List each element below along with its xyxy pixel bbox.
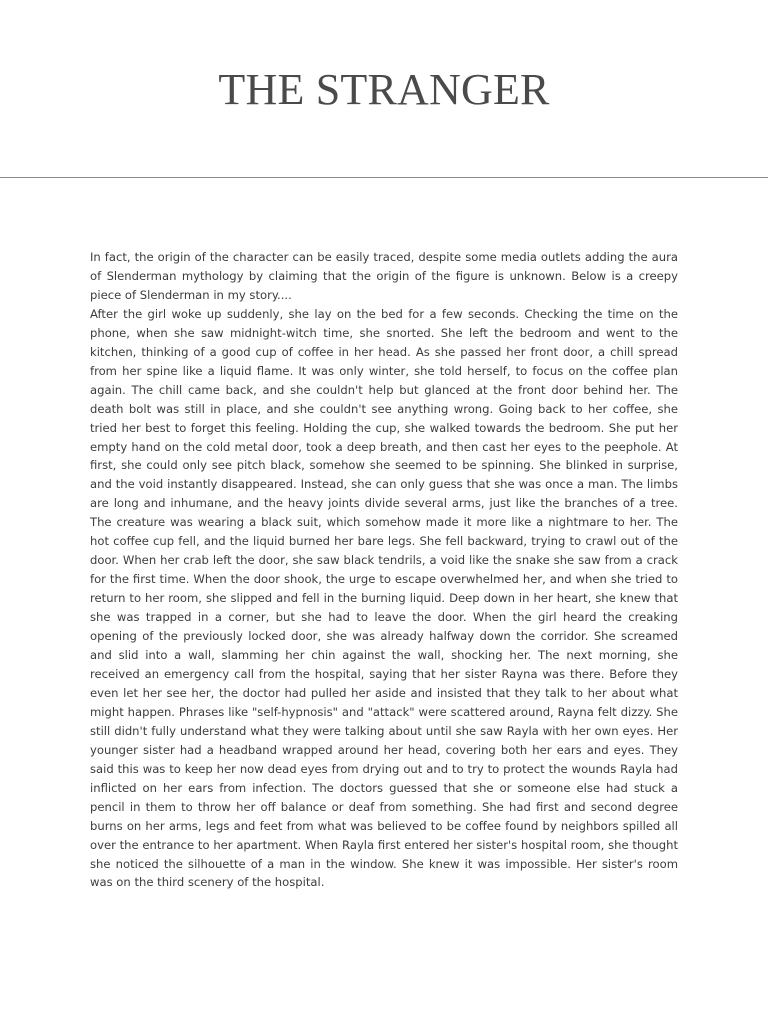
document-title: THE STRANGER	[218, 65, 550, 114]
story-paragraph: After the girl woke up suddenly, she lay on the bed for a few seconds. Checking the time on the phone, when she saw midnight-witch time, she snorted. She left the bedroom and went to the kitchen, thinking of a good cup of coffee in her head. As she passed her front door, a chill spread from her spine like a liquid flame. It was only winter, she told herself, to focus on the coffee plan again. The chill came back, and she couldn't help but glanced at the front door behind her. The death bolt was still in place, and she couldn't see anything wrong. Going back to her coffee, she tried her best to forget this feeling. Holding the cup, she walked towards the bedroom. She put her empty hand on the cold metal door, took a deep breath, and then cast her eyes to the peephole. At first, she could only see pitch black, somehow she seemed to be spinning. She blinked in surprise, and the void instantly disappeared. Instead, she can only guess that she was once a man. The limbs are long and inhumane, and the heavy joints divide several arms, just like the branches of a tree. The creature was wearing a black suit, which somehow made it more like a nightmare to her. The hot coffee cup fell, and the liquid burned her bare legs. She fell backward, trying to crawl out of the door. When her crab left the door, she saw black tendrils, a void like the snake she saw from a crack for the first time. When the door shook, the urge to escape overwhelmed her, and when she tried to return to her room, she slipped and fell in the burning liquid. Deep down in her heart, she knew that she was trapped in a corner, but she had to leave the door. When the girl heard the creaking opening of the previously locked door, she was already halfway down the corridor. She screamed and slid into a wall, slamming her chin against the wall, shocking her. The next morning, she received an emergency call from the hospital, saying that her sister Rayna was there. Before they even let her see her, the doctor had pulled her aside and insisted that they talk to her about what might happen. Phrases like "self-hypnosis" and "attack" were scattered around, Rayna felt dizzy. She still didn't fully understand what they were talking about until she saw Rayla with her own eyes. Her younger sister had a headband wrapped around her head, covering both her ears and eyes. They said this was to keep her now dead eyes from drying out and to try to protect the wounds Rayla had inflicted on her ears from infection. The doctors guessed that she or someone else had stuck a pencil in them to throw her off balance or deaf from something. She had first and second degree burns on her arms, legs and feet from what was believed to be coffee found by neighbors spilled all over the entrance to her apartment. When Rayla first entered her sister's hospital room, she thought she noticed the silhouette of a man in the window. She knew it was impossible. Her sister's room was on the third scenery of the hospital.	[90, 306, 678, 890]
title-divider	[0, 177, 768, 178]
document-body	[90, 248, 678, 892]
intro-paragraph: In fact, the origin of the character can be easily traced, despite some media outlets adding the aura of Slenderman mythology by claiming that the origin of the figure is unknown. Below is a creepy piece of Slenderman in my story....	[90, 250, 678, 302]
